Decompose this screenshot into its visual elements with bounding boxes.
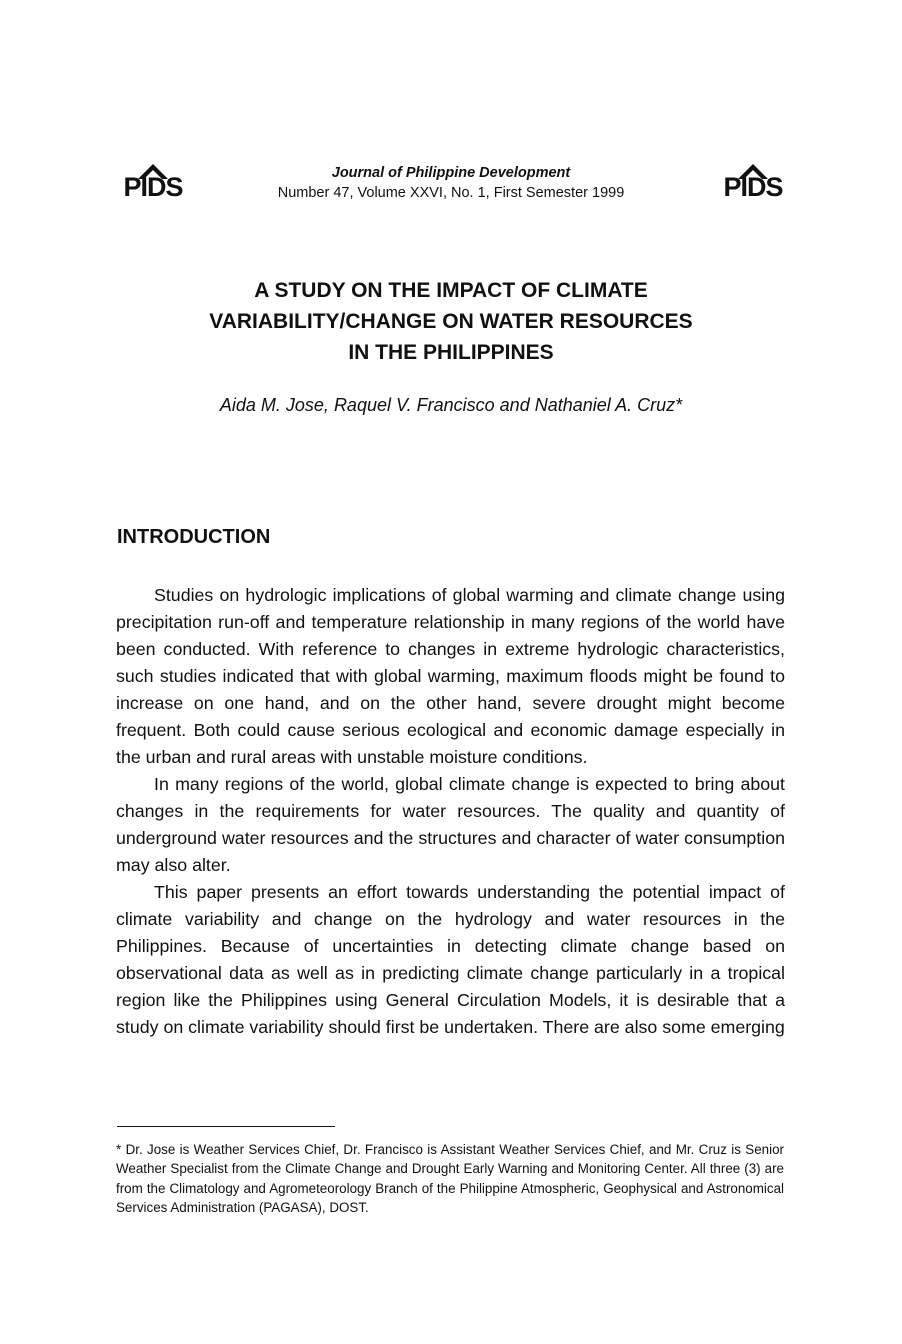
- pids-logo-left: [118, 163, 188, 201]
- section-heading: INTRODUCTION: [117, 526, 271, 548]
- logo-text: PIDS: [123, 172, 183, 202]
- paragraph: This paper presents an effort towards understanding the potential impact of climate variability and change on the hydrology and water resources in the Philippines. Because of uncertainties in detecting climate change based on observational data as well as in predicting climate change particularly in a tropical region like the Philippines using General Circulation Models, it is desirable that a study on climate variability should first be undertaken. There are also some emerging: [116, 882, 785, 1037]
- body-text: [116, 582, 785, 1041]
- authors: Aida M. Jose, Raquel V. Francisco and Nathaniel A. Cruz*: [219, 395, 683, 415]
- paragraph: Studies on hydrologic implications of global warming and climate change using precipitation run-off and temperature relationship in many regions of the world have been conducted. With reference to changes in extreme hydrologic characteristics, such studies indicated that with global warming, maximum floods might be found to increase on one hand, and on the other hand, severe drought might become frequent. Both could cause serious ecological and economic damage especially in the urban and rural areas with unstable moisture conditions.: [116, 585, 785, 767]
- paper-title: [110, 275, 792, 368]
- logo-text: PIDS: [723, 172, 783, 202]
- journal-name: Journal of Philippine Development: [331, 165, 571, 181]
- journal-issue: Number 47, Volume XXVI, No. 1, First Semester 1999: [277, 185, 625, 201]
- footnote: * Dr. Jose is Weather Services Chief, Dr. Francisco is Assistant Weather Services Chief, and Mr. Cruz is Senior Weather Specialist from the Climate Change and Drought Early Warning and Monitoring Center. All three (3) are from the Climatology and Agrometeorology Branch of the Philippine Atmospheric, Geophysical and Astronomical Services Administration (PAGASA), DOST.: [116, 1142, 784, 1215]
- pids-logo-right: [718, 163, 788, 201]
- title-line: IN THE PHILIPPINES: [348, 341, 554, 364]
- title-line: VARIABILITY/CHANGE ON WATER RESOURCES: [209, 310, 693, 333]
- paragraph: In many regions of the world, global climate change is expected to bring about changes in the requirements for water resources. The quality and quantity of underground water resources and the structures and character of water consumption may also alter.: [116, 774, 785, 875]
- title-line: A STUDY ON THE IMPACT OF CLIMATE: [254, 279, 648, 302]
- footnote-divider: [117, 1126, 335, 1127]
- journal-header: [200, 163, 702, 203]
